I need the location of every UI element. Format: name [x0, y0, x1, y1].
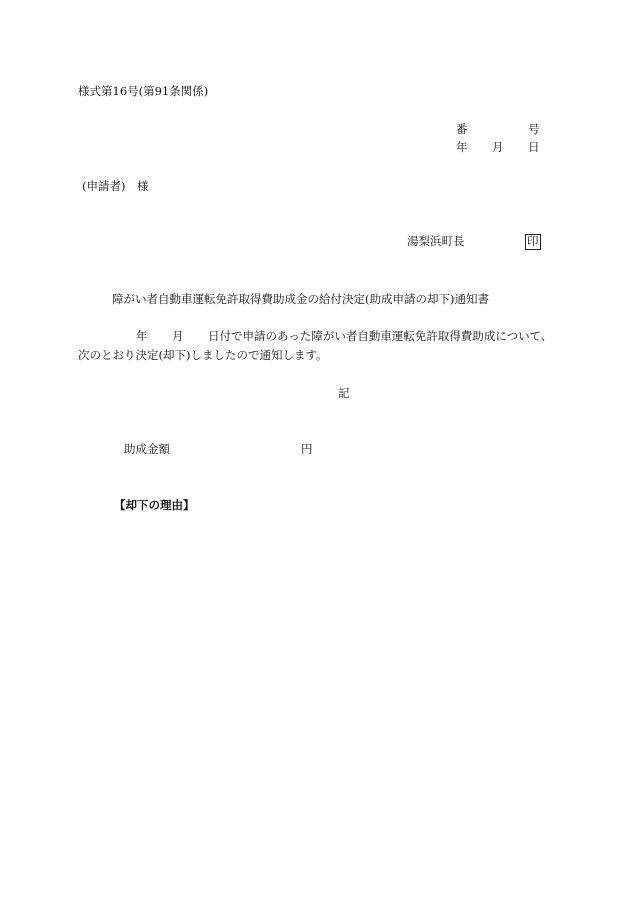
seal-label: 印: [527, 234, 539, 248]
body-line-2: 次のとおり決定(却下)しましたので通知します。: [78, 348, 328, 362]
date-month-label: 月: [492, 140, 504, 154]
ki-heading: 記: [338, 386, 350, 400]
document-title: 障がい者自動車運転免許取得費助成金の給付決定(助成申請の却下)通知書: [112, 292, 489, 306]
body-line-1: 日付で申請のあった障がい者自動車運転免許取得費助成について、: [208, 329, 553, 343]
reference-number-label: 番: [456, 122, 468, 136]
seal-mark: [525, 234, 541, 250]
amount-label: 助成金額: [124, 442, 170, 456]
body-year-label: 年: [136, 329, 148, 343]
amount-unit: 円: [301, 442, 313, 456]
reference-number-suffix: 号: [528, 122, 540, 136]
issuer-name: 湯梨浜町長: [407, 234, 465, 248]
body-month-label: 月: [172, 329, 184, 343]
rejection-reason-label: 【却下の理由】: [114, 498, 195, 512]
form-number: 様式第16号(第91条関係): [78, 84, 209, 98]
date-year-label: 年: [456, 140, 468, 154]
date-day-label: 日: [528, 140, 540, 154]
addressee: (申請者) 様: [82, 179, 149, 193]
